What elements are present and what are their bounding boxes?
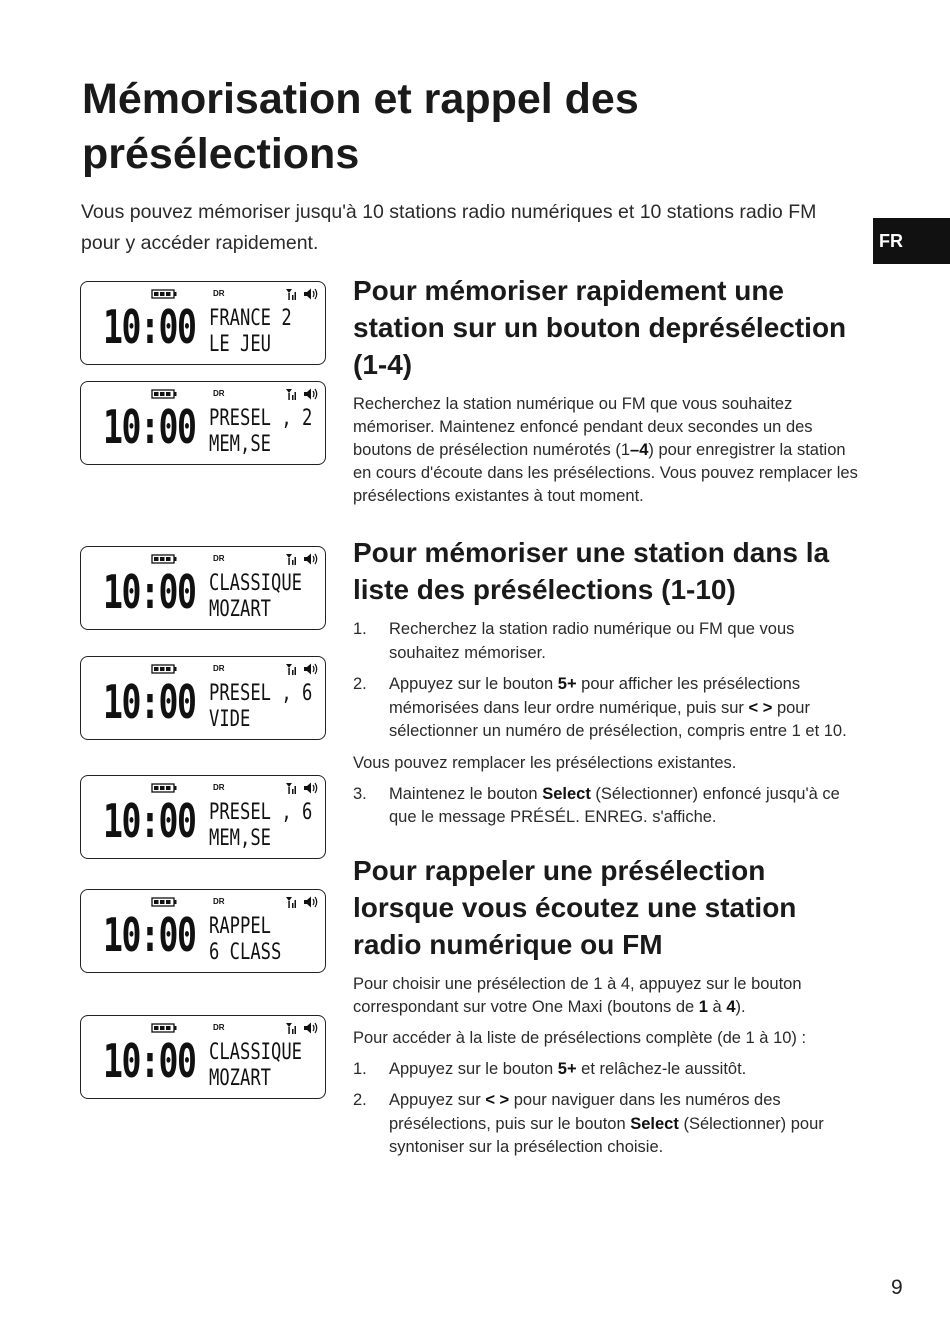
speaker-icon xyxy=(304,897,317,908)
section-recall-preset xyxy=(353,852,865,1160)
page-number: 9 xyxy=(891,1276,903,1299)
language-tab: FR xyxy=(873,218,950,264)
lcd-line-2: MEM,SE xyxy=(209,432,271,457)
speaker-icon xyxy=(304,783,317,794)
speaker-icon xyxy=(304,664,317,675)
dr-indicator: DR xyxy=(213,1023,225,1032)
signal-icon xyxy=(286,554,296,565)
lcd-time: 10:00 xyxy=(103,1034,196,1088)
speaker-icon xyxy=(304,554,317,565)
battery-icon xyxy=(152,898,177,906)
lcd-time: 10:00 xyxy=(103,565,196,619)
section-heading: Pour mémoriser rapidement une station sur un bouton deprésélection (1-4) xyxy=(353,275,847,380)
signal-icon xyxy=(286,783,296,794)
steps-list xyxy=(353,783,865,830)
dr-indicator: DR xyxy=(213,554,225,563)
signal-icon xyxy=(286,289,296,300)
signal-icon xyxy=(286,664,296,675)
lcd-line-2: MOZART xyxy=(209,597,271,622)
signal-icon xyxy=(286,897,296,908)
battery-icon xyxy=(152,1024,177,1032)
lcd-time: 10:00 xyxy=(103,300,196,354)
battery-icon xyxy=(152,555,177,563)
lcd-line-1: RAPPEL xyxy=(209,914,271,939)
note: Vous pouvez remplacer les présélections existantes. xyxy=(353,753,737,772)
lcd-line-2: 6 CLASS xyxy=(209,940,282,965)
lcd-line-1: CLASSIQUE xyxy=(209,571,302,596)
speaker-icon xyxy=(304,1023,317,1034)
lcd-line-2: LE JEU xyxy=(209,332,271,357)
lcd-display xyxy=(80,281,326,365)
page-title: Mémorisation et rappel des présélections xyxy=(82,75,639,178)
list-item: 2. Appuyez sur < > pour naviguer dans les numéros des présélections, puis sur le bouton Select (Sélectionner) pour syntoniser sur la présélection choisie. xyxy=(353,1091,824,1156)
signal-icon xyxy=(286,389,296,400)
list-item: 1. Recherchez la station radio numérique ou FM que vous souhaitez mémoriser. xyxy=(353,620,795,662)
battery-icon xyxy=(152,290,177,298)
battery-icon xyxy=(152,665,177,673)
lcd-display xyxy=(80,381,326,465)
speaker-icon xyxy=(304,289,317,300)
section-heading: Pour mémoriser une station dans la liste des présélections (1-10) xyxy=(353,537,830,605)
list-item: 2. Appuyez sur le bouton 5+ pour afficher les présélections mémorisées dans leur ordre numérique, puis sur < > pour sélectionner un numéro de présélection, compris entre 1 et 10. xyxy=(353,675,847,740)
lcd-time: 10:00 xyxy=(103,794,196,848)
signal-icon xyxy=(286,1023,296,1034)
list-item: 3. Maintenez le bouton Select (Sélectionner) enfoncé jusqu'à ce que le message PRÉSÉL. ENREG. s'affiche. xyxy=(353,784,840,826)
lcd-display xyxy=(80,546,326,630)
lcd-line-1: PRESEL , 2 xyxy=(209,406,313,431)
lcd-display xyxy=(80,656,326,740)
section-heading: Pour rappeler une présélection lorsque vous écoutez une station radio numérique ou FM xyxy=(353,854,797,960)
lcd-display xyxy=(80,889,326,973)
lcd-line-1: FRANCE 2 xyxy=(209,306,292,331)
lcd-time: 10:00 xyxy=(103,908,196,962)
lcd-line-1: PRESEL , 6 xyxy=(209,681,313,706)
paragraph: Pour accéder à la liste de présélections complète (de 1 à 10) : xyxy=(353,1028,807,1047)
lcd-line-2: MEM,SE xyxy=(209,826,271,851)
paragraph: Pour choisir une présélection de 1 à 4, appuyez sur le bouton correspondant sur votre One Maxi (boutons de 1 à 4). xyxy=(353,974,802,1016)
battery-icon xyxy=(152,390,177,398)
steps-list xyxy=(353,618,865,744)
battery-icon xyxy=(152,784,177,792)
lcd-display xyxy=(80,775,326,859)
lcd-line-1: PRESEL , 6 xyxy=(209,800,313,825)
lcd-line-2: VIDE xyxy=(209,707,251,732)
main-content xyxy=(353,272,865,1182)
dr-indicator: DR xyxy=(213,783,225,792)
lcd-time: 10:00 xyxy=(103,400,196,454)
speaker-icon xyxy=(304,389,317,400)
paragraph: Recherchez la station numérique ou FM que vous souhaitez mémoriser. Maintenez enfoncé pendant deux secondes un des boutons de présélection numérotés (1–4) pour enregistrer la station en cours d'écoute dans les présélections. Vous pouvez remplacer les présélections existantes à tout moment. xyxy=(353,395,858,505)
lcd-display xyxy=(80,1015,326,1099)
lcd-time: 10:00 xyxy=(103,675,196,729)
dr-indicator: DR xyxy=(213,389,225,398)
section-preset-list xyxy=(353,534,865,830)
dr-indicator: DR xyxy=(213,289,225,298)
steps-list xyxy=(353,1058,865,1160)
lcd-line-2: MOZART xyxy=(209,1066,271,1091)
list-item: 1. Appuyez sur le bouton 5+ et relâchez-le aussitôt. xyxy=(353,1059,747,1078)
intro-text: Vous pouvez mémoriser jusqu'à 10 stations radio numériques et 10 stations radio FM pour y accéder rapidement. xyxy=(81,201,817,254)
dr-indicator: DR xyxy=(213,897,225,906)
section-quick-preset xyxy=(353,272,865,508)
lcd-line-1: CLASSIQUE xyxy=(209,1040,302,1065)
dr-indicator: DR xyxy=(213,664,225,673)
